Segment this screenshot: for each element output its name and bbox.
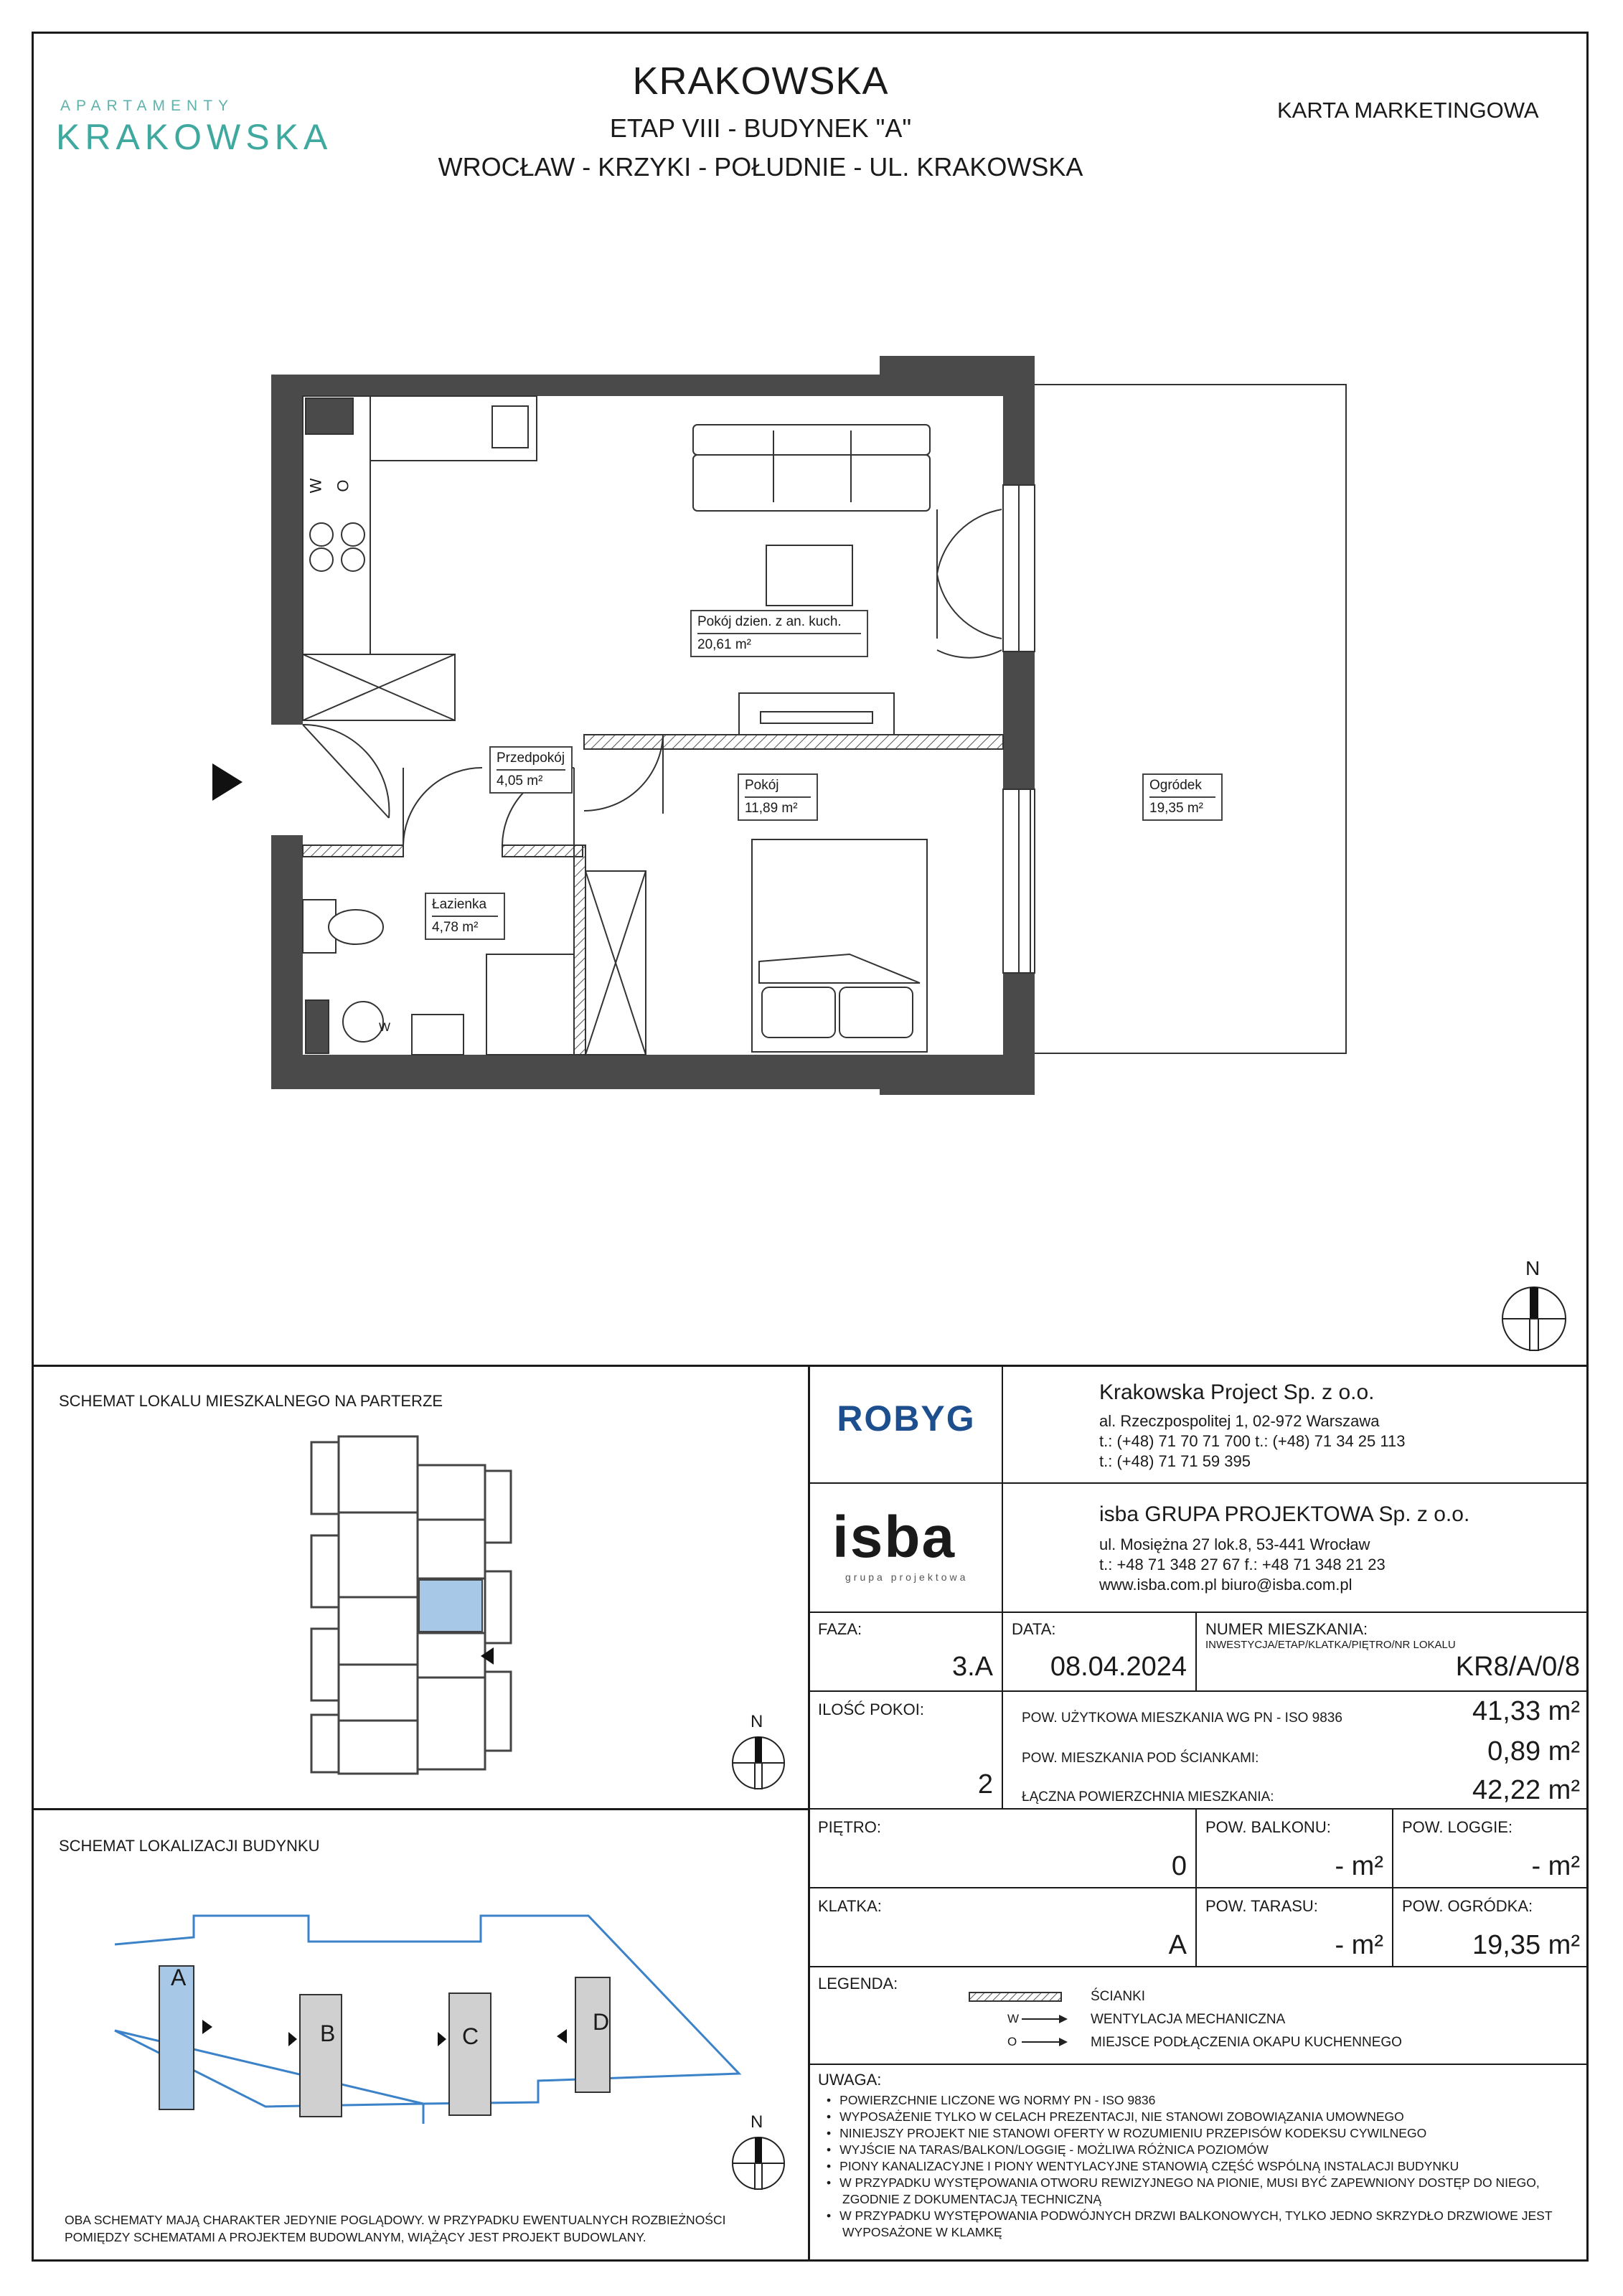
schema-disclaimer: OBA SCHEMATY MAJĄ CHARAKTER JEDYNIE POGLĄDOWY. W PRZYPADKU EWENTUALNYCH ROZBIEŻNOŚCI POMIĘDZY SCHEMATAMI A PROJEKTEM BUDOWLANYM, WIĄŻĄCY JEST PROJEKT BUDOWLANY. (65, 2213, 726, 2244)
balkon-label: POW. BALKONU: (1205, 1818, 1331, 1836)
legend-walls-swatch (969, 1992, 1062, 2002)
taras-value: - m² (1335, 1930, 1383, 1960)
architect-phone: t.: +48 71 348 27 67 f.: +48 71 348 21 23 (1099, 1556, 1386, 1573)
compass-small-north: N (751, 1712, 763, 1731)
developer-address: al. Rzeczpospolitej 1, 02-972 Warszawa (1099, 1412, 1380, 1430)
schema-floor-title: SCHEMAT LOKALU MIESZKALNEGO NA PARTERZE (59, 1392, 443, 1410)
note-item: • POWIERZCHNIE LICZONE WG NORMY PN - ISO 9836 (842, 2092, 1589, 2109)
divider-center (808, 1365, 810, 2262)
klatka-value: A (1168, 1930, 1187, 1960)
data-label: DATA: (1012, 1620, 1056, 1638)
divider-bottom-top (32, 1365, 1589, 1367)
note-item: • WYPOSAŻENIE TYLKO W CELACH PREZENTACJI, NIE STANOWI ZOBOWIĄZANIA UMOWNEGO (842, 2109, 1589, 2125)
developer-company: Krakowska Project Sp. z o.o. (1099, 1380, 1375, 1404)
architect-company: isba GRUPA PROJEKTOWA Sp. z o.o. (1099, 1502, 1470, 1526)
developer-phone2: t.: (+48) 71 71 59 395 (1099, 1452, 1251, 1470)
balkon-value: - m² (1335, 1851, 1383, 1881)
robyg-logo: ROBYG (837, 1398, 976, 1439)
brand-logo-line2: KRAKOWSKA (56, 117, 333, 157)
divider-r2 (808, 1612, 1589, 1613)
divider-r4 (808, 1808, 1589, 1810)
arrow-right-icon (1022, 2013, 1068, 2025)
divider-c1 (1002, 1612, 1003, 1690)
vent-w-label: W (306, 478, 325, 494)
entrance-arrow (212, 763, 243, 801)
notes-list (824, 2092, 1589, 2241)
building-a-label: A (171, 1965, 187, 1990)
data-value: 08.04.2024 (1050, 1652, 1187, 1682)
loggie-value: - m² (1531, 1851, 1580, 1881)
building-d-label: D (593, 2009, 610, 2035)
pow-scianki-value: 0,89 m² (1487, 1736, 1580, 1766)
page-title: KRAKOWSKA (632, 60, 889, 103)
building-c-label: C (462, 2023, 479, 2049)
klatka-label: KLATKA: (818, 1897, 882, 1915)
compass-icon-site (729, 2134, 788, 2193)
note-item: • W PRZYPADKU WYSTĘPOWANIA PODWÓJNYCH DRZWI BALKONOWYCH, TYLKO JEDNO SKRZYDŁO DRZWIOWE JEST WYPOSAŻONE W KLAMKĘ (842, 2208, 1589, 2241)
floor-schema (301, 1428, 531, 1801)
ogrodek-label: POW. OGRÓDKA: (1402, 1897, 1533, 1915)
vent-o-label: O (334, 479, 352, 492)
divider-klatka (1195, 1887, 1197, 1966)
note-item: • WYJŚCIE NA TARAS/BALKON/LOGGIĘ - MOŻLIWA RÓŻNICA POZIOMÓW (842, 2142, 1589, 2158)
pow-laczna-label: ŁĄCZNA POWIERZCHNIA MIESZKANIA: (1022, 1789, 1274, 1805)
loggie-label: POW. LOGGIE: (1402, 1818, 1513, 1836)
divider-logo (1002, 1365, 1003, 1612)
living-furniture (693, 425, 930, 735)
room-label-bedroom: Pokój 11,89 m² (738, 773, 818, 821)
developer-phone1: t.: (+48) 71 70 71 700 t.: (+48) 71 34 25 113 (1099, 1432, 1406, 1450)
legend-vent-text: WENTYLACJA MECHANICZNA (1091, 2012, 1286, 2027)
pow-scianki-label: POW. MIESZKANIA POD ŚCIANKAMI: (1022, 1751, 1259, 1766)
compass-icon (1497, 1281, 1571, 1356)
room-label-garden: Ogródek 19,35 m² (1142, 773, 1223, 821)
kitchen (303, 396, 537, 720)
legend-hood-text: MIEJSCE PODŁĄCZENIA OKAPU KUCHENNEGO (1091, 2035, 1402, 2050)
room-label-hall: Przedpokój 4,05 m² (489, 746, 573, 794)
taras-label: POW. TARASU: (1205, 1897, 1318, 1915)
building-b-label: B (320, 2020, 336, 2046)
ogrodek-value: 19,35 m² (1472, 1930, 1580, 1960)
bedroom-furniture (585, 839, 927, 1055)
card-type: KARTA MARKETINGOWA (1277, 98, 1539, 123)
legend-title: LEGENDA: (818, 1975, 898, 1992)
garden-outline (1033, 385, 1346, 1053)
legend-hood-key: O (1007, 2035, 1017, 2048)
site-schema (108, 1909, 753, 2124)
divider-c2 (1195, 1612, 1197, 1690)
divider-pokoje (1002, 1690, 1003, 1808)
pow-uzytkowa-value: 41,33 m² (1472, 1696, 1580, 1726)
architect-address: ul. Mosiężna 27 lok.8, 53-441 Wrocław (1099, 1535, 1370, 1553)
room-label-living: Pokój dzien. z an. kuch. 20,61 m² (690, 610, 868, 657)
isba-logo-sub: grupa projektowa (845, 1571, 969, 1583)
compass-icon-small (729, 1733, 788, 1792)
notes-title: UWAGA: (818, 2071, 882, 2089)
note-item: • PIONY KANALIZACYJNE I PIONY WENTYLACYJNE STANOWIĄ CZĘŚĆ WSPÓLNĄ INSTALACJI BUDYNKU (842, 2158, 1589, 2175)
brand-logo-line1: APARTAMENTY (60, 98, 235, 114)
pietro-label: PIĘTRO: (818, 1818, 882, 1836)
divider-left-mid (32, 1808, 809, 1810)
architect-web: www.isba.com.pl biuro@isba.com.pl (1099, 1576, 1352, 1594)
legend-vent-key: W (1007, 2012, 1020, 2026)
pietro-value: 0 (1171, 1851, 1187, 1881)
isba-logo: isba (832, 1505, 956, 1570)
pokoje-label: ILOŚĆ POKOI: (818, 1700, 924, 1718)
divider-c4 (1392, 1808, 1393, 1966)
divider-r5 (808, 1887, 1589, 1888)
divider-r6 (808, 1966, 1589, 1967)
faza-label: FAZA: (818, 1620, 862, 1638)
note-item: • NINIEJSZY PROJEKT NIE STANOWI OFERTY W ROZUMIENIU PRZEPISÓW KODEKSU CYWILNEGO (842, 2125, 1589, 2142)
numer-sublabel: INWESTYCJA/ETAP/KLATKA/PIĘTRO/NR LOKALU (1205, 1639, 1456, 1651)
divider-r1 (808, 1482, 1589, 1484)
pow-laczna-value: 42,22 m² (1472, 1775, 1580, 1805)
arrow-right-icon (1022, 2036, 1068, 2048)
legend-walls-text: ŚCIANKI (1091, 1989, 1146, 2004)
numer-value: KR8/A/0/8 (1455, 1652, 1580, 1682)
page-address: WROCŁAW - KRZYKI - POŁUDNIE - UL. KRAKOWSKA (438, 152, 1083, 182)
divider-r7 (808, 2064, 1589, 2065)
bath-vent-label: W (379, 1020, 391, 1034)
pokoje-value: 2 (977, 1769, 993, 1799)
numer-label: NUMER MIESZKANIA: (1205, 1620, 1368, 1638)
schema-building-title: SCHEMAT LOKALIZACJI BUDYNKU (59, 1837, 320, 1855)
compass-site-north: N (751, 2112, 763, 2132)
faza-value: 3.A (951, 1652, 993, 1682)
page-subtitle: ETAP VIII - BUDYNEK "A" (609, 113, 912, 143)
pow-uzytkowa-label: POW. UŻYTKOWA MIESZKANIA WG PN - ISO 9836 (1022, 1711, 1342, 1726)
note-item: • W PRZYPADKU WYSTĘPOWANIA OTWORU REWIZYJNEGO NA PIONIE, MUSI BYĆ ZAPEWNIONY DOSTĘP DO NIEGO, ZGODNIE Z DOKUMENTACJĄ TECHNICZNĄ (842, 2175, 1589, 2208)
room-label-bathroom: Łazienka 4,78 m² (425, 893, 505, 940)
divider-r3 (808, 1690, 1589, 1692)
compass-north-label: N (1525, 1257, 1540, 1279)
